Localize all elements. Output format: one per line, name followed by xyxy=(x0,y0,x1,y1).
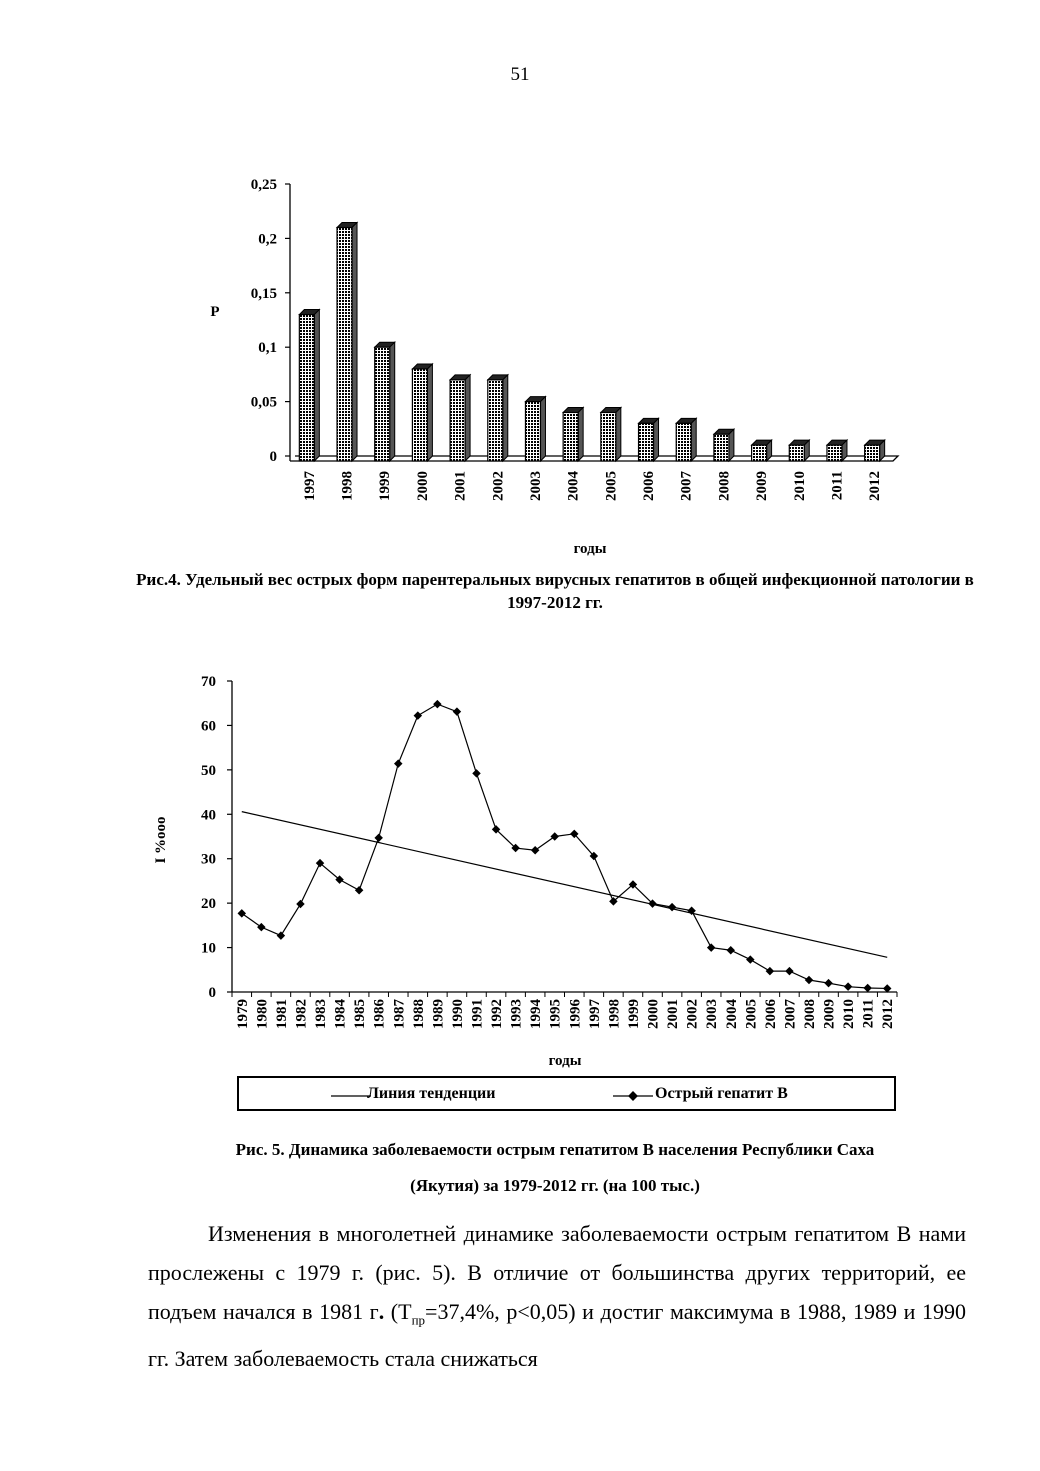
bar-x-tick-label: 2008 xyxy=(716,471,733,501)
data-point xyxy=(433,700,441,708)
line-x-tick-label: 1989 xyxy=(430,999,447,1029)
trend-legend-label: Линия тенденции xyxy=(367,1085,496,1102)
data-point xyxy=(550,832,558,840)
line-y-tick-label: 0 xyxy=(208,985,216,1001)
bar-y-tick-label: 0,2 xyxy=(258,231,277,248)
bar-x-tick-label: 2012 xyxy=(867,471,884,501)
line-x-tick-label: 1980 xyxy=(254,999,271,1029)
line-x-tick-label: 2004 xyxy=(723,999,740,1029)
body-subscript: пр xyxy=(411,1312,426,1328)
line-x-tick-label: 1996 xyxy=(567,999,584,1029)
bar-x-tick-label: 2009 xyxy=(754,471,771,501)
trend-line xyxy=(242,812,887,958)
line-x-tick-label: 1983 xyxy=(313,999,330,1029)
data-point xyxy=(296,900,304,908)
line-x-tick-label: 2011 xyxy=(860,999,877,1029)
line-chart-ylabel: I %ooo xyxy=(153,816,169,864)
data-point xyxy=(707,943,715,951)
line-y-tick-label: 70 xyxy=(201,674,216,690)
data-point xyxy=(453,707,461,715)
line-x-tick-label: 1995 xyxy=(547,999,564,1029)
line-x-tick-label: 1981 xyxy=(273,999,290,1029)
line-x-tick-label: 2010 xyxy=(841,999,858,1029)
figure-5-caption-line1: Рис. 5. Динамика заболеваемости острым гепатитом В населения Республики Саха xyxy=(235,1140,875,1159)
bar-x-tick-label: 2004 xyxy=(565,471,582,501)
line-x-tick-label: 1986 xyxy=(371,999,388,1029)
line-x-tick-label: 1990 xyxy=(449,999,466,1029)
line-x-tick-label: 1991 xyxy=(469,999,486,1029)
bar-x-tick-label: 2002 xyxy=(490,471,507,501)
line-x-tick-label: 2000 xyxy=(645,999,662,1029)
data-point xyxy=(863,984,871,992)
bar-x-tick-label: 2001 xyxy=(452,471,469,501)
body-bold-dot: . xyxy=(378,1299,385,1324)
bar-x-tick-label: 1998 xyxy=(339,471,356,501)
body-paragraph xyxy=(148,1214,966,1378)
line-y-tick-label: 10 xyxy=(201,940,216,957)
line-x-tick-label: 1994 xyxy=(528,999,545,1029)
series-legend-label: Острый гепатит В xyxy=(655,1085,788,1102)
line-x-tick-label: 2006 xyxy=(762,999,779,1029)
bar-y-tick-label: 0 xyxy=(269,449,277,465)
line-x-tick-label: 2001 xyxy=(665,999,682,1029)
line-x-tick-label: 1997 xyxy=(586,999,603,1029)
bar-x-tick-label: 2006 xyxy=(641,471,658,501)
line-y-tick-label: 40 xyxy=(201,807,216,824)
line-x-tick-label: 1985 xyxy=(352,999,369,1029)
data-point xyxy=(805,976,813,984)
line-x-tick-label: 1993 xyxy=(508,999,525,1029)
body-text-part1: Изменения в многолетней динамике заболеваемости острым гепатитом В нами прослежены с 1979 г. (рис. 5). В отличие от большинства других территорий, ее подъем начался в 1981 г xyxy=(148,1221,966,1324)
line-x-tick-label: 1982 xyxy=(293,999,310,1029)
data-point xyxy=(414,711,422,719)
line-x-tick-label: 1998 xyxy=(606,999,623,1029)
data-point xyxy=(394,759,402,767)
body-text-part3: =37,4%, p<0,05) и достиг максимума в 1988, 1989 и 1990 гг. Затем заболеваемость стала снижаться xyxy=(148,1299,967,1372)
line-x-tick-label: 1992 xyxy=(489,999,506,1029)
data-point xyxy=(668,903,676,911)
line-x-tick-label: 2007 xyxy=(782,999,799,1029)
data-point xyxy=(727,946,735,954)
bar-y-tick-label: 0,05 xyxy=(250,394,277,411)
line-y-tick-label: 50 xyxy=(201,762,216,779)
data-point xyxy=(785,967,793,975)
line-x-tick-label: 1999 xyxy=(625,999,642,1029)
data-point xyxy=(374,834,382,842)
figure-4-caption: Рис.4. Удельный вес острых форм парентеральных вирусных гепатитов в общей инфекционной патологии в 1997-2012 гг. xyxy=(136,570,974,612)
data-point xyxy=(531,846,539,854)
page-number: 51 xyxy=(510,64,530,85)
line-chart-legend xyxy=(237,1076,896,1111)
bar-x-tick-label: 2003 xyxy=(527,471,544,501)
data-point xyxy=(257,923,265,931)
bar-y-tick-label: 0,1 xyxy=(258,340,277,357)
bar-x-tick-label: 2010 xyxy=(791,471,808,501)
bar-y-tick-label: 0,25 xyxy=(250,177,277,193)
line-x-tick-label: 1984 xyxy=(332,999,349,1029)
data-point xyxy=(472,769,480,777)
data-point xyxy=(238,909,246,917)
bar-x-tick-label: 2011 xyxy=(829,471,846,501)
data-point xyxy=(355,886,363,894)
bar-x-tick-label: 2005 xyxy=(603,471,620,501)
line-x-tick-label: 1987 xyxy=(391,999,408,1029)
line-x-tick-label: 2002 xyxy=(684,999,701,1029)
line-x-tick-label: 2009 xyxy=(821,999,838,1029)
series-line-hepatitis-b xyxy=(242,704,887,988)
line-y-tick-label: 30 xyxy=(201,851,216,868)
bar-y-tick-label: 0,15 xyxy=(250,285,277,302)
line-y-tick-label: 60 xyxy=(201,718,216,735)
data-point xyxy=(277,931,285,939)
line-x-tick-label: 1988 xyxy=(410,999,427,1029)
data-point xyxy=(766,967,774,975)
bar-x-tick-label: 2007 xyxy=(678,471,695,501)
data-point xyxy=(844,982,852,990)
bar-chart-xlabel: годы xyxy=(573,541,607,557)
line-x-tick-label: 2003 xyxy=(704,999,721,1029)
line-x-tick-label: 2008 xyxy=(801,999,818,1029)
bar-x-tick-label: 1997 xyxy=(301,471,318,501)
line-x-tick-label: 2005 xyxy=(743,999,760,1029)
figure-5-caption-line2: (Якутия) за 1979-2012 гг. (на 100 тыс.) xyxy=(410,1176,700,1195)
line-x-tick-label: 2012 xyxy=(880,999,897,1029)
line-y-tick-label: 20 xyxy=(201,896,216,913)
bar-x-tick-label: 1999 xyxy=(377,471,394,501)
line-x-tick-label: 1979 xyxy=(234,999,251,1029)
body-text-part2: (Т xyxy=(384,1299,412,1324)
bar-chart-ylabel: Р xyxy=(210,304,220,320)
line-chart-xlabel: годы xyxy=(548,1053,582,1069)
data-point xyxy=(824,979,832,987)
data-point xyxy=(746,955,754,963)
bar-x-tick-label: 2000 xyxy=(414,471,431,501)
